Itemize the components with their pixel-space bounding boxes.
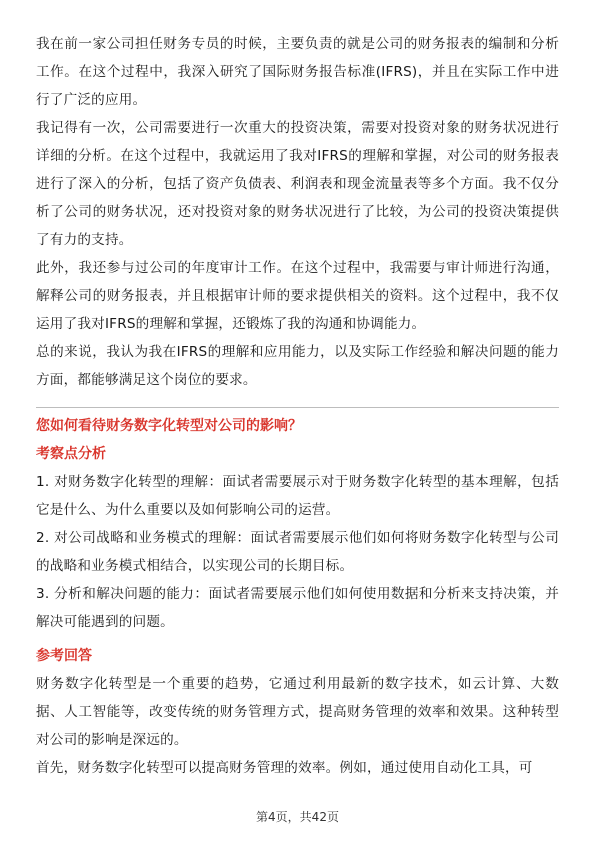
analysis-point: 1. 对财务数字化转型的理解：面试者需要展示对于财务数字化转型的基本理解，包括它是什么、为什么重要以及如何影响公司的运营。 xyxy=(36,474,559,518)
answer-paragraph: 财务数字化转型是一个重要的趋势，它通过利用最新的数字技术，如云计算、大数据、人工智能等，改变传统的财务管理方式，提高财务管理的效率和效果。这种转型对公司的影响是深远的。 xyxy=(36,676,559,748)
question-title: 您如何看待财务数字化转型对公司的影响？ xyxy=(36,418,302,434)
answer-heading: 参考回答 xyxy=(36,648,92,664)
page-content xyxy=(36,30,559,782)
analysis-point: 2. 对公司战略和业务模式的理解：面试者需要展示他们如何将财务数字化转型与公司的战略和业务模式相结合，以实现公司的长期目标。 xyxy=(36,530,559,574)
answer-paragraph: 首先，财务数字化转型可以提高财务管理的效率。例如，通过使用自动化工具，可 xyxy=(36,760,533,776)
analysis-heading: 考察点分析 xyxy=(36,446,106,462)
intro-paragraph: 总的来说，我认为我在IFRS的理解和应用能力，以及实际工作经验和解决问题的能力方面，都能够满足这个岗位的要求。 xyxy=(36,344,559,388)
intro-paragraph: 此外，我还参与过公司的年度审计工作。在这个过程中，我需要与审计师进行沟通，解释公司的财务报表，并且根据审计师的要求提供相关的资料。这个过程中，我不仅运用了我对IFRS的理解和掌握，还锻炼了我的沟通和协调能力。 xyxy=(36,260,559,332)
analysis-point: 3. 分析和解决问题的能力：面试者需要展示他们如何使用数据和分析来支持决策，并解决可能遇到的问题。 xyxy=(36,586,559,630)
section-divider xyxy=(36,407,559,408)
page-number: 第4页，共42页 xyxy=(256,810,339,824)
intro-paragraph: 我在前一家公司担任财务专员的时候，主要负责的就是公司的财务报表的编制和分析工作。在这个过程中，我深入研究了国际财务报告标准(IFRS)，并且在实际工作中进行了广泛的应用。 xyxy=(36,36,559,108)
intro-paragraph: 我记得有一次，公司需要进行一次重大的投资决策，需要对投资对象的财务状况进行详细的分析。在这个过程中，我就运用了我对IFRS的理解和掌握，对公司的财务报表进行了深入的分析，包括了资产负债表、利润表和现金流量表等多个方面。我不仅分析了公司的财务状况，还对投资对象的财务状况进行了比较，为公司的投资决策提供了有力的支持。 xyxy=(36,120,559,248)
